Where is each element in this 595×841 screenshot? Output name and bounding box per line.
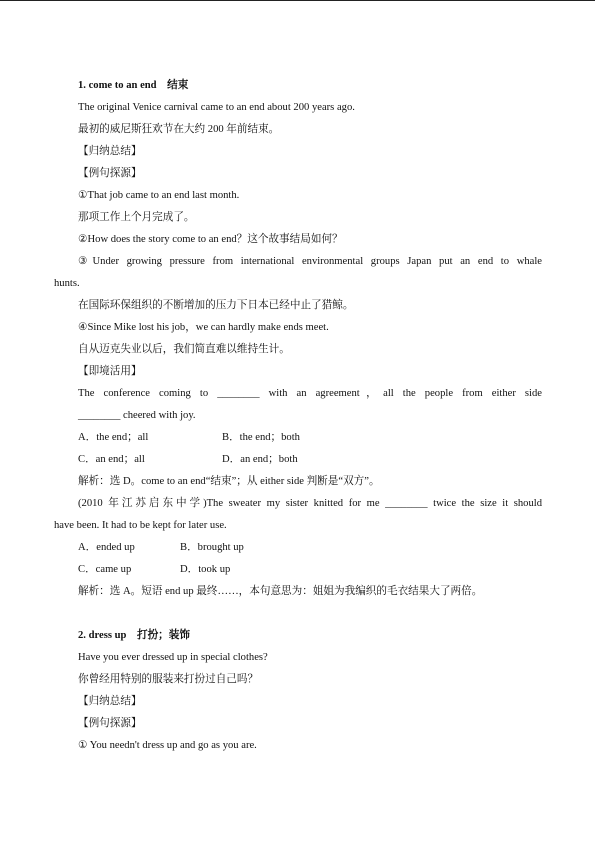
- section-1-examples-label: 【例句探源】: [78, 168, 142, 179]
- question-2-answer: 解析：选 A。短语 end up 最终……，本句意思为：姐姐为我编织的毛衣结果大了两倍。: [78, 586, 483, 597]
- question-1-option-b: B．the end；both: [222, 432, 300, 443]
- section-2-examples-label: 【例句探源】: [78, 718, 142, 729]
- section-1-ex3-en-line1: ③Under growing pressure from international environmental groups Japan put an end to whale: [78, 256, 542, 267]
- section-2-summary-label: 【归纳总结】: [78, 696, 142, 707]
- question-2-option-d: D．took up: [180, 564, 231, 575]
- question-2-option-b: B．brought up: [180, 542, 244, 553]
- question-1-option-a: A．the end；all: [78, 432, 149, 443]
- section-1-ex4-zh: 自从迈克失业以后，我们简直难以维持生计。: [78, 344, 290, 355]
- question-1-line1: The conference coming to ________ with an agreement，all the people from either side: [78, 388, 542, 399]
- section-1-ex2: ②How does the story come to an end？这个故事结局如何？: [78, 234, 343, 245]
- question-2-line1: (2010 年江苏启东中学)The sweater my sister knitted for me ________ twice the size it should: [78, 498, 542, 509]
- section-1-practice-label: 【即境活用】: [78, 366, 142, 377]
- section-1-summary-label: 【归纳总结】: [78, 146, 142, 157]
- section-1-example-en: The original Venice carnival came to an end about 200 years ago.: [78, 102, 355, 113]
- section-1-ex3-en-line2: hunts.: [54, 278, 80, 289]
- section-1-ex1-en: ①That job came to an end last month.: [78, 190, 240, 201]
- section-1-ex4-en: ④Since Mike lost his job，we can hardly make ends meet.: [78, 322, 329, 333]
- section-2-heading: 2. dress up 打扮；装饰: [78, 630, 190, 641]
- section-1-ex1-zh: 那项工作上个月完成了。: [78, 212, 195, 223]
- section-2-ex1-en: ① You needn't dress up and go as you are.: [78, 740, 257, 751]
- question-1-option-c: C．an end；all: [78, 454, 145, 465]
- question-1-option-d: D．an end；both: [222, 454, 298, 465]
- question-2-line2: have been. It had to be kept for later use.: [54, 520, 227, 531]
- section-2-example-en: Have you ever dressed up in special clothes?: [78, 652, 268, 663]
- section-1-ex3-zh: 在国际环保组织的不断增加的压力下日本已经中止了猎鲸。: [78, 300, 354, 311]
- section-1-heading: 1. come to an end 结束: [78, 80, 189, 91]
- section-2-example-zh: 你曾经用特别的服装来打扮过自己吗？: [78, 674, 259, 685]
- question-1-answer: 解析：选 D。come to an end“结束”；从 either side 判断是“双方”。: [78, 476, 380, 487]
- question-2-option-a: A．ended up: [78, 542, 135, 553]
- question-1-line2: ________ cheered with joy.: [78, 410, 196, 421]
- question-2-option-c: C．came up: [78, 564, 132, 575]
- section-1-example-zh: 最初的威尼斯狂欢节在大约 200 年前结束。: [78, 124, 280, 135]
